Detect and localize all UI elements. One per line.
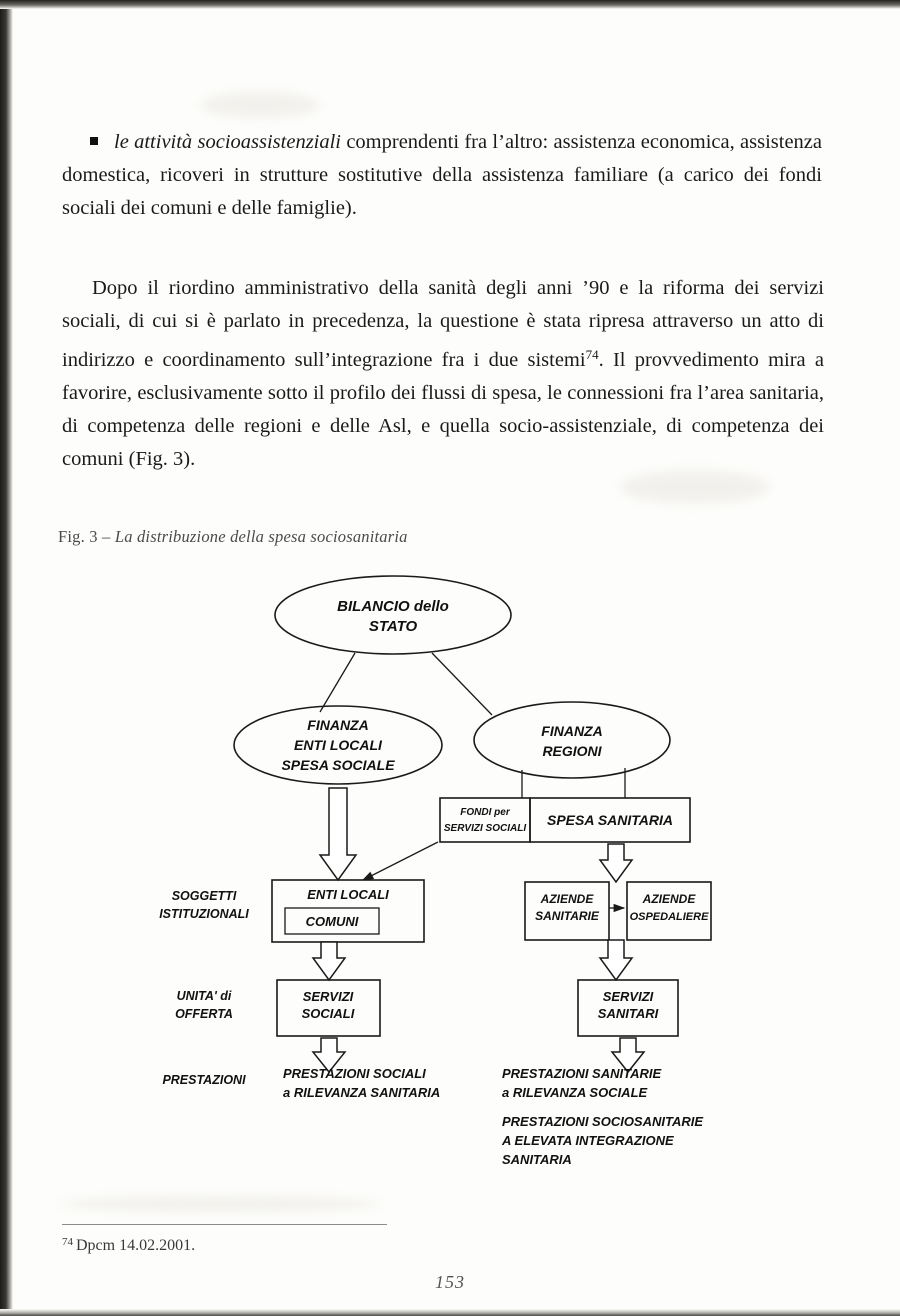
row-label-unita-offerta [175, 989, 233, 1021]
body-paragraph-part-2: . Il provvedimento mira a favorire, esclusivamente sotto il profilo dei flussi di spesa, le connessioni fra l’area sanitaria, di competenza delle regioni e delle Asl, e quella socio-assistenziale, di competenza dei comuni (Fig. 3). [62, 349, 824, 470]
node-aziende-sanitarie-line1: AZIENDE [540, 892, 594, 906]
row-label-unita-line2: OFFERTA [175, 1007, 233, 1021]
output-prestazioni-sociali [283, 1066, 440, 1100]
node-servizi-sociali-line2: SOCIALI [301, 1006, 355, 1021]
bullet-marker-icon [90, 137, 98, 145]
connector-fondi-to-enti-locali [363, 842, 438, 880]
output-prestazioni-sociosanitarie [501, 1114, 703, 1167]
node-aziende-sanitarie [525, 882, 609, 940]
connector-bilancio-to-regioni [432, 653, 492, 715]
output-sociosanitarie-line1: PRESTAZIONI SOCIOSANITARIE [502, 1114, 704, 1129]
connector-bilancio-to-enti-locali [320, 653, 355, 712]
node-servizi-sociali [277, 980, 380, 1036]
output-sociosanitarie-line2: A ELEVATA INTEGRAZIONE [502, 1133, 674, 1148]
node-aziende-ospedaliere [627, 882, 711, 940]
node-fondi-servizi-sociali [440, 798, 530, 842]
footnote-reference-marker[interactable]: 74 [585, 347, 599, 362]
bullet-paragraph [62, 126, 822, 225]
node-aziende-sanitarie-line2: SANITARIE [535, 909, 599, 923]
node-comuni-label: COMUNI [305, 914, 359, 929]
block-arrow-servizi-sociali [313, 942, 345, 980]
bullet-body-text: comprendenti fra l’altro: assistenza economica, assistenza domestica, ricoveri in strutture sostitutive della assistenza familiare (a carico dei fondi sociali dei comuni e delle famiglie). [62, 131, 822, 219]
footnote [62, 1236, 195, 1255]
node-fondi-line1: FONDI per [460, 807, 510, 818]
figure-flowchart [0, 560, 900, 1180]
node-spesa-sanitaria-label: SPESA SANITARIA [546, 812, 674, 828]
page-number: 153 [435, 1272, 465, 1292]
footnote-text: Dpcm 14.02.2001. [76, 1237, 196, 1254]
output-sanitarie-line2: a RILEVANZA SOCIALE [502, 1085, 648, 1100]
body-paragraph-part-1: Dopo il riordino amministrativo della sanità degli anni ’90 e la riforma dei servizi sociali, di cui si è parlato in precedenza, la questione è stata ripresa attraverso un atto di indirizzo e coordinamento sull’integrazione fra i due sistemi [62, 277, 824, 371]
bullet-emphasis-text: le attività socioassistenziali [114, 131, 342, 153]
footnote-marker: 74 [62, 1236, 73, 1248]
node-aziende-ospedaliere-line2: OSPEDALIERE [629, 911, 709, 923]
node-bilancio-stato [275, 576, 511, 654]
figure-caption-label: Fig. 3 – [58, 527, 115, 546]
node-enti-locali [272, 880, 424, 942]
row-label-soggetti-line1: SOGGETTI [171, 889, 237, 903]
output-sociali-line2: a RILEVANZA SANITARIA [283, 1085, 441, 1100]
footnote-separator-rule [62, 1224, 387, 1225]
scan-smudge [60, 1196, 380, 1212]
node-finanza-enti-locali-line1: FINANZA [307, 717, 369, 733]
output-prestazioni-sanitarie [502, 1066, 661, 1100]
node-enti-locali-label: ENTI LOCALI [307, 887, 389, 902]
row-label-unita-line1: UNITA' di [176, 989, 232, 1003]
node-servizi-sanitari-line2: SANITARI [597, 1006, 659, 1021]
node-servizi-sociali-line1: SERVIZI [302, 989, 354, 1004]
output-sociali-line1: PRESTAZIONI SOCIALI [283, 1066, 426, 1081]
block-arrow-servizi-sanitari [600, 940, 632, 980]
scan-smudge [200, 92, 320, 118]
body-paragraph [62, 272, 824, 476]
node-finanza-enti-locali [234, 706, 442, 784]
node-finanza-enti-locali-line2: ENTI LOCALI [294, 737, 382, 753]
block-arrow-enti-locali [320, 788, 356, 880]
node-finanza-regioni-line1: FINANZA [541, 723, 603, 739]
node-bilancio-stato-line2: STATO [368, 618, 418, 635]
node-finanza-regioni [474, 702, 670, 778]
scan-edge-bottom [0, 1309, 900, 1316]
node-aziende-ospedaliere-line1: AZIENDE [642, 892, 696, 906]
output-sociosanitarie-line3: SANITARIA [502, 1152, 572, 1167]
node-fondi-line2: SERVIZI SOCIALI [443, 823, 527, 834]
node-servizi-sanitari [578, 980, 678, 1036]
row-label-soggetti-line2: ISTITUZIONALI [159, 907, 249, 921]
row-label-prestazioni [162, 1073, 246, 1087]
node-spesa-sanitaria [530, 798, 690, 842]
node-finanza-enti-locali-line3: SPESA SOCIALE [281, 757, 395, 773]
block-arrow-spesa-sanitaria [600, 844, 632, 882]
output-sanitarie-line1: PRESTAZIONI SANITARIE [502, 1066, 662, 1081]
figure-caption [58, 527, 408, 547]
node-bilancio-stato-line1: BILANCIO dello [337, 598, 449, 615]
row-label-prestazioni: PRESTAZIONI [162, 1073, 246, 1087]
figure-caption-title: La distribuzione della spesa sociosanitaria [114, 527, 408, 546]
row-label-soggetti-istituzionali [159, 889, 249, 921]
scan-edge-top [0, 0, 900, 9]
node-finanza-regioni-line2: REGIONI [542, 743, 602, 759]
node-servizi-sanitari-line1: SERVIZI [602, 989, 654, 1004]
